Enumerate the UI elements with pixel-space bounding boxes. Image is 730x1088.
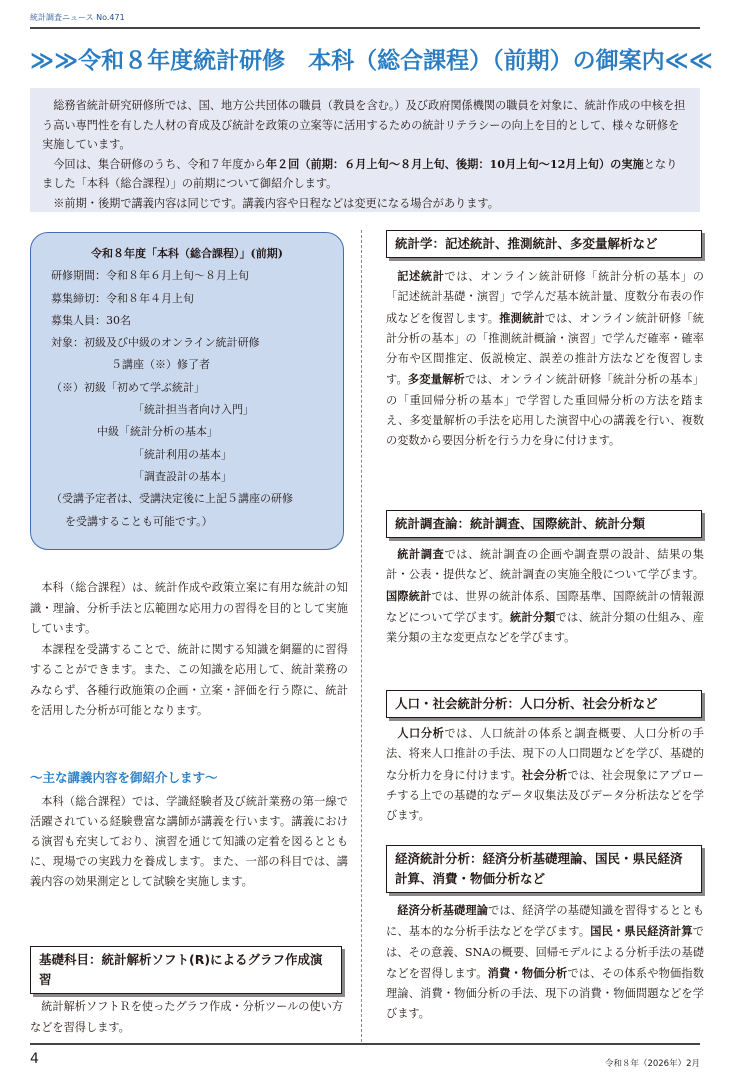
lecture-heading: ～主な講義内容を御紹介します～	[30, 770, 218, 785]
intro-box	[30, 88, 700, 212]
term: 推測統計	[499, 310, 545, 325]
statistics-section-body	[386, 266, 704, 452]
footer-rule	[30, 1043, 700, 1045]
intro-text: となりました「本科（総合課程）」の前期について御紹介します。	[42, 157, 678, 190]
population-section-heading: 人口・社会統計分析：人口分析、社会分析など	[386, 690, 702, 718]
term-desc: では、統計調査の企画や調査票の設計、結果の集計・公表・提供など、統計調査の実施全般について学びます。	[386, 548, 704, 582]
statistics-paragraph	[386, 266, 704, 452]
population-paragraph	[386, 723, 704, 826]
summary-note-basic: （※）初級「初めて学ぶ統計」	[51, 380, 205, 394]
software-section-body	[30, 996, 348, 1038]
term: 消費・物価分析	[487, 965, 568, 980]
summary-target: 対象：初級及び中級のオンライン統計研修	[51, 336, 260, 350]
term: 社会分析	[521, 767, 568, 782]
term: 人口分析	[397, 726, 445, 740]
term-desc: では、オンライン統計研修「統計分析の基本」の「記述統計基礎・演習」で学んだ基本統計量、度数分布表の作成などを復習します。	[386, 270, 704, 325]
intro-paragraph-2	[42, 155, 688, 194]
summary-title: 令和８年度「本科（総合課程）」(前期)	[91, 247, 283, 260]
population-section-body	[386, 723, 704, 826]
survey-paragraph	[386, 544, 704, 648]
overview-paragraph-2: 本課程を受講することで、統計に関する知識を網羅的に習得することができます。また、この知識を応用して、統計業務のみならず、各種行政施策の企画・立案・評価を行う際に、統計を活用した分析が可能となります。	[30, 642, 348, 717]
summary-note-final-2: を受講することも可能です。）	[65, 514, 213, 528]
software-section-heading: 基礎科目：統計解析ソフト(R)によるグラフ作成演習	[30, 946, 342, 994]
course-summary-box	[30, 232, 344, 550]
term: 国際統計	[386, 588, 432, 603]
intro-emphasis: 年２回（前期：６月上旬～８月上旬、後期：10月上旬～12月上旬）の実施	[265, 156, 644, 171]
economics-section-heading: 経済統計分析：経済分析基礎理論、国民・県民経済計算、消費・物価分析など	[386, 845, 702, 893]
survey-section-body	[386, 544, 704, 648]
term-desc: では、その体系や物価指数理論、消費・物価分析の手法、現下の消費・物価問題などを学びます。	[386, 966, 704, 1021]
issue-date: 令和８年（2026年）2月	[604, 1059, 700, 1069]
economics-section-body	[386, 900, 704, 1025]
page-number: 4	[30, 1051, 39, 1067]
term-desc: では、オンライン統計研修「統計分析の基本」の「重回帰分析の基本」で学習した重回帰分析の方法を踏まえ、多変量解析の手法を応用した演習中心の講義を行い、複数の変数から要因分析を行う力を身に付けます。	[386, 373, 704, 448]
intro-paragraph-1: 総務省統計研究研修所では、国、地方公共団体の職員（教員を含む。）及び政府関係機関の職員を対象に、統計作成の中核を担う高い専門性を有した人材の育成及び統計を政策の立案等に活用するための統計リテラシーの向上を目的として、様々な研修を実施しています。	[42, 99, 686, 151]
term: 多変量解析	[407, 372, 465, 387]
term-desc: では、その意義、SNAの概要、回帰モデルによる分析手法の基礎などを習得します。	[386, 925, 704, 980]
term-desc: では、統計分類の仕組み、産業分類の主な変更点などを学びます。	[386, 610, 704, 645]
term: 統計分類	[510, 609, 556, 624]
lecture-intro	[30, 792, 348, 892]
summary-capacity: 募集人員：30名	[51, 313, 131, 327]
term-desc: では、オンライン統計研修「統計分析の基本」の「推測統計概論・演習」で学んだ確率・確率分布や区間推定、仮説検定、誤差の推計方法などを復習します。	[386, 311, 704, 387]
term-desc: では、人口統計の体系と調査概要、人口分析の手法、将来人口推計の手法、現下の人口問題などを学び、基礎的な分析力を身に付けます。	[386, 727, 704, 782]
overview-paragraph-1: 本科（総合課程）は、統計作成や政策立案に有用な統計の知識・理論、分析手法と広範囲な応用力の習得を目的として実施しています。	[30, 581, 348, 635]
term: 経済分析基礎理論	[397, 903, 489, 917]
term-desc: では、社会現象にアプローチする上での基礎的なデータ収集法及びデータ分析法などを学びます。	[386, 768, 704, 823]
summary-target-cont: ５講座（※）修了者	[111, 358, 210, 372]
summary-note-final: （受講予定者は、受講決定後に上記５講座の研修	[51, 492, 293, 506]
page-title: ≫≫令和８年度統計研修 本科（総合課程）（前期）の御案内≪≪	[30, 48, 713, 74]
newsletter-label: 統計調査ニュース No.471	[30, 13, 125, 22]
lecture-paragraph: 本科（総合課程）では、学識経験者及び統計業務の第一線で活躍されている経験豊富な講師が講義を行います。講義における演習も充実しており、演習を通じて知識の定着を図るとともに、現場での実践力を養成します。また、一部の科目では、講義内容の効果測定として試験を実施します。	[30, 795, 348, 888]
term-desc: では、経済学の基礎知識を習得するとともに、基本的な分析手法などを学びます。	[386, 904, 704, 939]
intro-note: ※前期・後期で講義内容は同じです。講義内容や日程などは変更になる場合があります。	[53, 196, 499, 210]
term: 国民・県民経済計算	[590, 924, 693, 939]
economics-paragraph	[386, 900, 704, 1025]
software-paragraph: 統計解析ソフトＲを使ったグラフ作成・分析ツールの使い方などを習得します。	[30, 1000, 344, 1034]
term-desc: では、世界の統計体系、国際基準、国際統計の情報源などについて学びます。	[386, 589, 704, 624]
column-divider	[361, 230, 362, 1042]
survey-section-heading: 統計調査論：統計調査、国際統計、統計分類	[386, 510, 702, 538]
header-rule	[30, 27, 700, 29]
intro-text: 今回は、集合研修のうち、令和７年度から	[53, 157, 266, 171]
term: 統計調査	[397, 547, 445, 561]
summary-note-mid-2: 「統計利用の基本」	[133, 447, 232, 461]
statistics-section-heading: 統計学：記述統計、推測統計、多変量解析など	[386, 230, 702, 258]
summary-period: 研修期間：令和８年６月上旬～８月上旬	[51, 269, 249, 283]
summary-deadline: 募集締切：令和８年４月上旬	[51, 291, 194, 305]
course-overview	[30, 578, 348, 722]
term: 記述統計	[397, 269, 445, 283]
summary-note-mid-3: 「調査設計の基本」	[133, 469, 232, 483]
summary-note-basic-2: 「統計担当者向け入門」	[133, 403, 254, 417]
summary-note-mid: 中級「統計分析の基本」	[97, 425, 218, 439]
